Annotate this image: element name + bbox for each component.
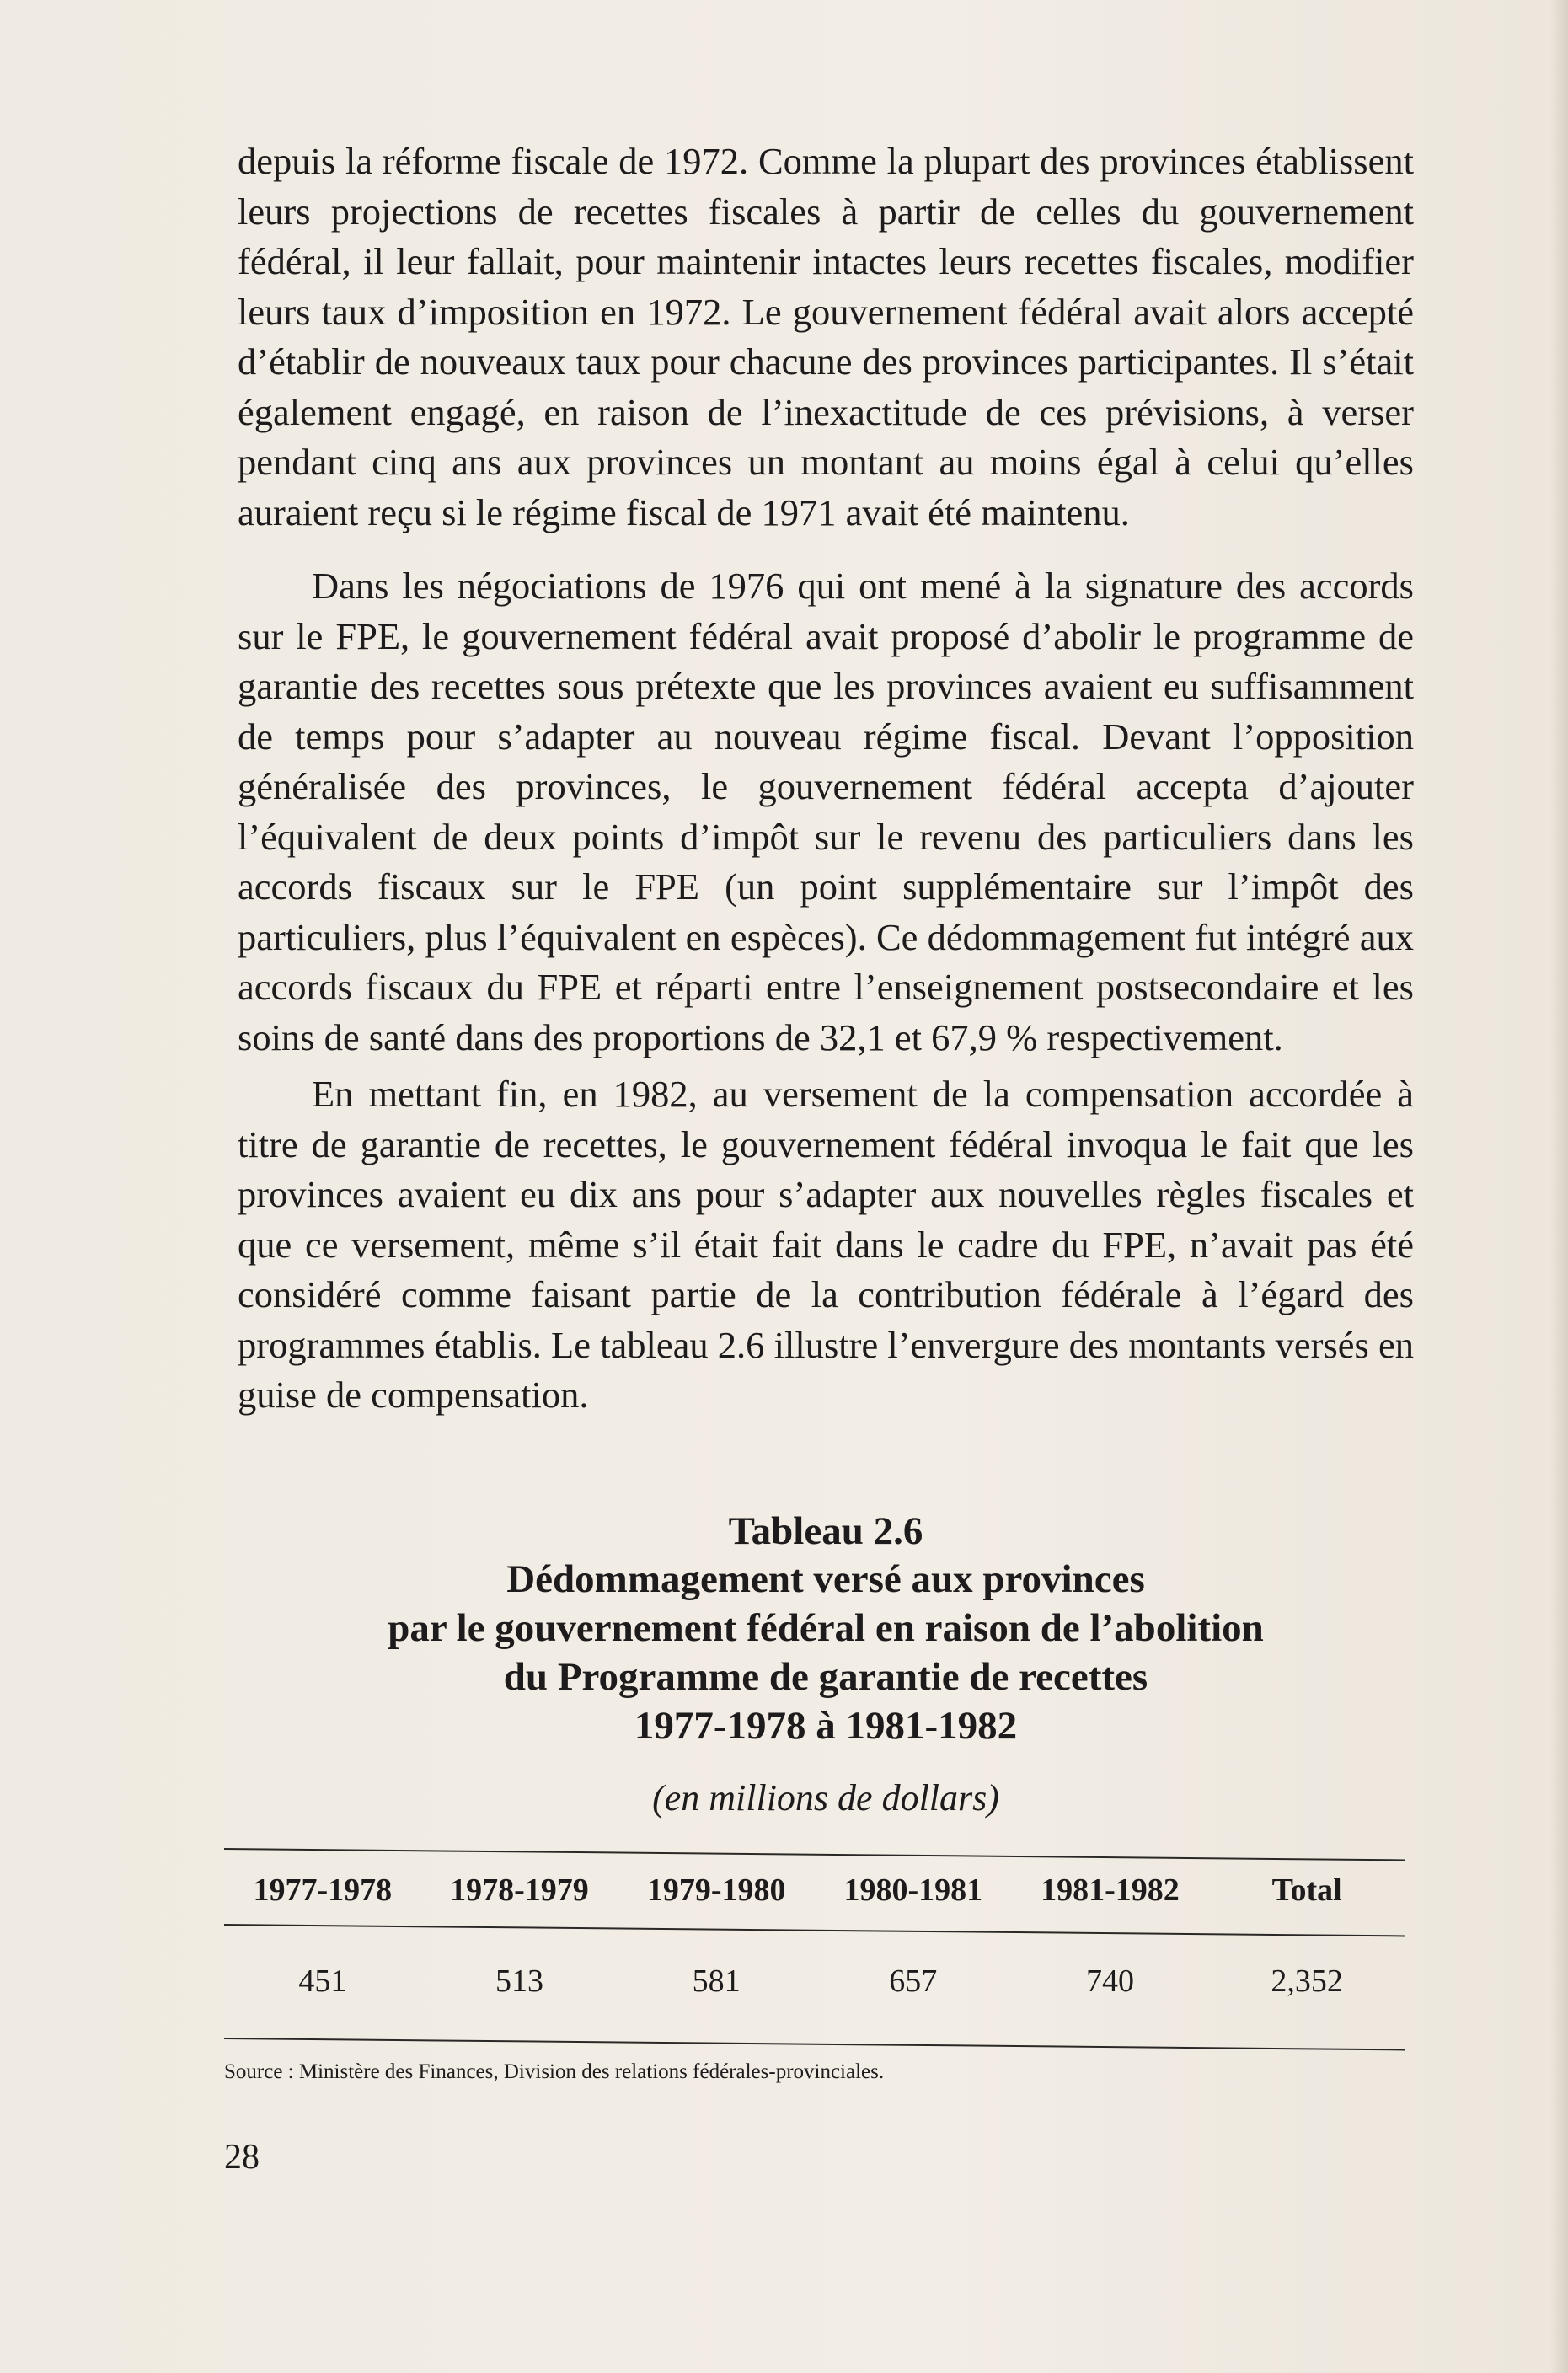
- table-row: [224, 1926, 1405, 2036]
- table-unit: (en millions de dollars): [652, 1777, 999, 1819]
- table-title-line-2: par le gouvernement fédéral en raison de l’abolition: [388, 1606, 1264, 1650]
- header-cell-1980-1981: 1980-1981: [843, 1872, 983, 1908]
- header-cell-1979-1980: 1979-1980: [646, 1872, 786, 1908]
- compensation-table: [224, 1854, 1405, 2036]
- table-title-line-1: Dédommagement versé aux provinces: [506, 1557, 1145, 1601]
- table-source-note: Source : Ministère des Finances, Division des relations fédérales-provinciales.: [224, 2060, 885, 2083]
- value-cell-total: 2,352: [1271, 1963, 1343, 1999]
- header-cell-total: Total: [1271, 1872, 1342, 1908]
- value-cell-1980-1981: 657: [889, 1963, 938, 1999]
- page-number: 28: [224, 2138, 260, 2177]
- value-cell-1977-1978: 451: [298, 1963, 347, 1999]
- paragraph-1: depuis la réforme fiscale de 1972. Comme la plupart des provinces établissent leurs projections de recettes fiscales à partir de celles du gouvernement fédéral, il leur fallait, pour maintenir intactes leurs recettes fiscales, modifier leurs taux d’imposition en 1972. Le gouvernement fédéral avait alors accepté d’établir de nouveaux taux pour chacune des provinces participantes. Il s’était également engagé, en raison de l’inexactitude de ces prévisions, à verser pendant cinq ans aux provinces un montant au moins égal à celui qu’elles auraient reçu si le régime fiscal de 1971 avait été maintenu.: [238, 140, 1414, 533]
- value-cell-1978-1979: 513: [495, 1963, 543, 1999]
- paragraph-2: Dans les négociations de 1976 qui ont mené à la signature des accords sur le FPE, le gouvernement fédéral avait proposé d’abolir le programme de garantie des recettes sous prétexte que les provinces avaient eu suffisamment de temps pour s’adapter au nouveau régime fiscal. Devant l’opposition généralisée des provinces, le gouvernement fédéral accepta d’ajouter l’équivalent de deux points d’impôt sur le revenu des particuliers dans les accords fiscaux sur le FPE (un point supplémentaire sur l’impôt des particuliers, plus l’équivalent en espèces). Ce dédommagement fut intégré aux accords fiscaux du FPE et réparti entre l’enseignement postsecondaire et les soins de santé dans des proportions de 32,1 et 67,9 % respectivement.: [238, 565, 1414, 1058]
- table-title: [238, 1555, 1414, 1750]
- table-label: Tableau 2.6: [728, 1509, 923, 1553]
- header-cell-1977-1978: 1977-1978: [253, 1872, 393, 1908]
- header-cell-1981-1982: 1981-1982: [1041, 1872, 1180, 1908]
- paragraph-3: En mettant fin, en 1982, au versement de la compensation accordée à titre de garantie de recettes, le gouvernement fédéral invoqua le fait que les provinces avaient eu dix ans pour s’adapter aux nouvelles règles fiscales et que ce versement, même s’il était fait dans le cadre du FPE, n’avait pas été considéré comme faisant partie de la contribution fédérale à l’égard des programmes établis. Le tableau 2.6 illustre l’envergure des montants versés en guise de compensation.: [238, 1073, 1414, 1416]
- table-title-line-4: 1977-1978 à 1981-1982: [634, 1704, 1018, 1748]
- table-title-line-3: du Programme de garantie de recettes: [503, 1655, 1148, 1699]
- header-cell-1978-1979: 1978-1979: [450, 1872, 589, 1908]
- page-edge-shadow: [1549, 0, 1568, 2373]
- table-bottom-rule: [224, 2038, 1405, 2050]
- value-cell-1979-1980: 581: [692, 1963, 741, 1999]
- value-cell-1981-1982: 740: [1085, 1963, 1134, 1999]
- table-header-row: [224, 1854, 1405, 1926]
